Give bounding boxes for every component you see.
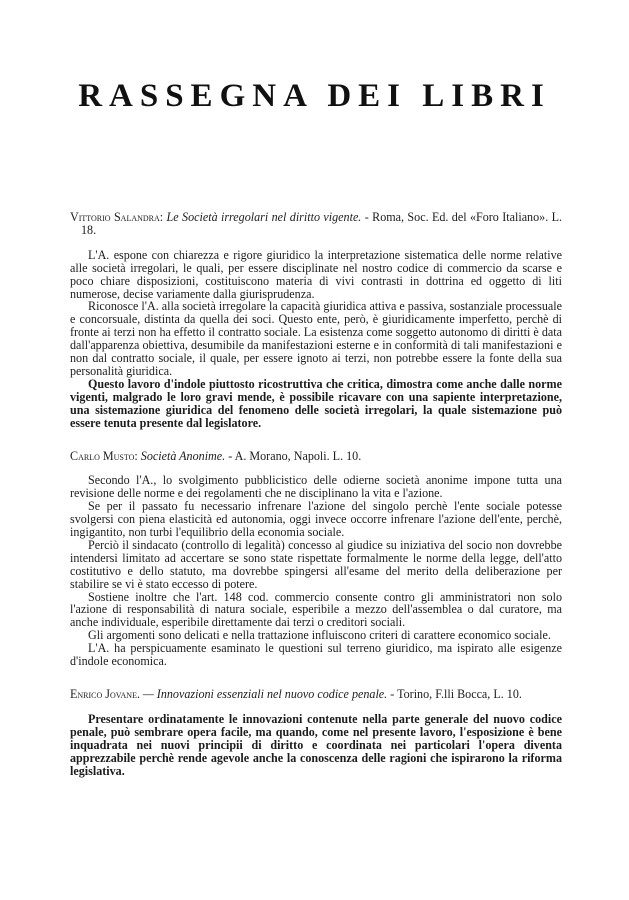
review-paragraph: Presentare ordinatamente le innovazioni contenute nella parte generale del nuovo codice penale, può sembrare opera facile, ma quando, come nel presente lavoro, l'esposizione è bene inquadrata nei nuovi principii di diritto e coordinata nei particolari l'opera diventa apprezzabile perchè rende agevole anche la conoscenza delle ragioni che ispirarono la riforma legislativa. xyxy=(70,711,562,778)
reviews-list xyxy=(70,211,562,777)
review-paragraph: L'A. espone con chiarezza e rigore giuridico la interpretazione sistematica delle norme relative alle società irregolari, le quali, per essere disciplinate nel nostro codice di commercio da scarse e poco chiare disposizioni, costituiscono materia di vivi contrasti in dottrina ed oggetto di liti numerose, decise variamente dalla giurisprudenza. xyxy=(70,247,562,301)
review-heading xyxy=(70,211,562,237)
review-paragraph: Secondo l'A., lo svolgimento pubblicistico delle odierne società anonime impone tutta una revisione delle norme e dei regolamenti che ne disciplinano la vita e l'azione. xyxy=(70,473,562,501)
review-publication: - A. Morano, Napoli. L. 10. xyxy=(228,448,362,463)
review-book-title: Società Anonime. xyxy=(140,448,226,463)
review-paragraph: Se per il passato fu necessario infrenare l'azione del singolo perchè l'ente sociale potesse svolgersi con piena elasticità ed autonomia, oggi invece occorre infrenare l'azione dell'ente, perchè, ingigantito, non turbi l'equilibrio della economia sociale. xyxy=(70,499,562,540)
review-author: Carlo Musto: xyxy=(70,448,138,463)
review-book-title: — Innovazioni essenziali nel nuovo codice penale. xyxy=(143,687,388,701)
review-publication: - Torino, F.lli Bocca, L. 10. xyxy=(390,687,522,701)
review-salandra xyxy=(70,211,562,430)
review-paragraph: Perciò il sindacato (controllo di legalità) concesso al giudice su iniziativa del socio non dovrebbe intendersi limitato ad accertare se sono state rispettate formalmente le norme della legge, dell'atto costitutivo e dello statuto, ma dovrebbe spingersi all'esame del merito della deliberazione per stabilire se vi è stato eccesso di potere. xyxy=(70,537,562,591)
review-musto xyxy=(70,450,562,669)
review-paragraph: Questo lavoro d'indole piuttosto ricostruttiva che critica, dimostra come anche dalle norme vigenti, malgrado le loro gravi mende, è possibile ricavare con una sapiente interpretazione, una sistemazione giuridica del fenomeno delle società irregolari, la quale sistemazione può essere tenuta presente dal legislatore. xyxy=(70,376,562,430)
review-paragraph: Riconosce l'A. alla società irregolare la capacità giuridica attiva e passiva, sostanziale processuale e concorsuale, distinta da quella dei soci. Questo ente, però, è giuridicamente imperfetto, perchè di fronte ai terzi non ha effetto il contratto sociale. La esistenza come soggetto autonomo di diritti è data dall'apparenza obiettiva, desumibile da manifestazioni esterne e in conformità di tali manifestazioni e non dal contratto sociale, il quale, per essere ignoto ai terzi, non potrebbe essere la fonte della sua personalità giuridica. xyxy=(70,299,562,378)
review-book-title: Le Società irregolari nel diritto vigente. xyxy=(166,210,362,224)
review-author: Enrico Jovane. xyxy=(70,687,140,701)
review-paragraph: Gli argomenti sono delicati e nella trattazione influiscono criteri di carattere economico sociale. xyxy=(88,628,551,643)
review-heading xyxy=(70,688,562,701)
review-heading xyxy=(70,450,562,463)
page-title: RASSEGNA DEI LIBRI xyxy=(78,78,551,115)
review-jovane xyxy=(70,688,562,777)
review-paragraph: Sostiene inoltre che l'art. 148 cod. commercio consente contro gli amministratori non solo l'azione di responsabilità di natura sociale, esperibile a mezzo dell'assemblea o dal curatore, ma anche individuale, esperibile direttamente dai terzi o creditori sociali. xyxy=(70,589,562,630)
review-author: Vittorio Salandra: xyxy=(70,210,164,224)
review-publication: - Roma, Soc. Ed. del «Foro Italiano». L. 18. xyxy=(81,210,563,237)
review-paragraph: L'A. ha perspicuamente esaminato le questioni sul terreno giuridico, ma ispirato alle esigenze d'indole economica. xyxy=(70,641,562,669)
